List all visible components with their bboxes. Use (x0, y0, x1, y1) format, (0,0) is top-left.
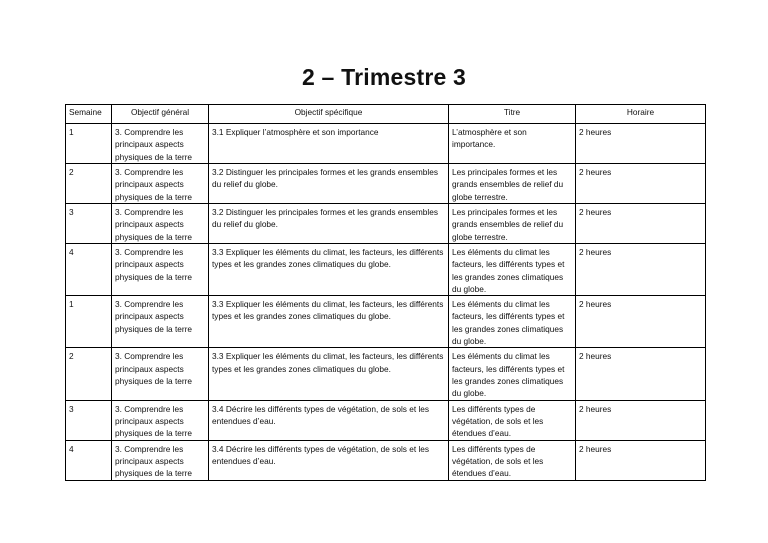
cell-objectif-specifique: 3.3 Expliquer les éléments du climat, les facteurs, les différents types et les grandes zones climatiques du globe. (209, 244, 449, 296)
table-row (66, 400, 706, 440)
page-title: 2 – Trimestre 3 (301, 64, 467, 90)
cell-titre: Les éléments du climat les facteurs, les différents types et les grandes zones climatiques du globe. (449, 296, 576, 348)
cell-semaine: 4 (66, 244, 112, 296)
cell-titre: Les éléments du climat les facteurs, les différents types et les grandes zones climatiques du globe. (449, 348, 576, 400)
cell-objectif-general: 3. Comprendre les principaux aspects physiques de la terre (112, 296, 209, 348)
cell-semaine: 1 (66, 124, 112, 164)
cell-objectif-specifique: 3.2 Distinguer les principales formes et les grands ensembles du relief du globe. (209, 164, 449, 204)
cell-semaine: 3 (66, 204, 112, 244)
table-header (66, 105, 706, 124)
table-row (66, 440, 706, 480)
cell-objectif-general: 3. Comprendre les principaux aspects physiques de la terre (112, 440, 209, 480)
table-row (66, 296, 706, 348)
cell-titre: Les principales formes et les grands ensembles de relief du globe terrestre. (449, 204, 576, 244)
cell-titre: Les différents types de végétation, de sols et les étendues d’eau. (449, 400, 576, 440)
cell-horaire: 2 heures (576, 440, 706, 480)
cell-objectif-specifique: 3.4 Décrire les différents types de végétation, de sols et les entendues d’eau. (209, 440, 449, 480)
cell-horaire: 2 heures (576, 244, 706, 296)
cell-horaire: 2 heures (576, 296, 706, 348)
cell-semaine: 1 (66, 296, 112, 348)
cell-semaine: 2 (66, 348, 112, 400)
table-row (66, 124, 706, 164)
cell-objectif-general: 3. Comprendre les principaux aspects physiques de la terre (112, 348, 209, 400)
cell-titre: L’atmosphère et son importance. (449, 124, 576, 164)
cell-objectif-specifique: 3.2 Distinguer les principales formes et les grands ensembles du relief du globe. (209, 204, 449, 244)
cell-objectif-specifique: 3.3 Expliquer les éléments du climat, les facteurs, les différents types et les grandes zones climatiques du globe. (209, 296, 449, 348)
cell-semaine: 2 (66, 164, 112, 204)
table-row (66, 164, 706, 204)
header-horaire: Horaire (576, 105, 706, 124)
table-row (66, 244, 706, 296)
table-row (66, 204, 706, 244)
cell-objectif-specifique: 3.4 Décrire les différents types de végétation, de sols et les entendues d’eau. (209, 400, 449, 440)
cell-semaine: 4 (66, 440, 112, 480)
header-objectif-general: Objectif général (112, 105, 209, 124)
cell-horaire: 2 heures (576, 164, 706, 204)
header-row (66, 105, 706, 124)
cell-objectif-general: 3. Comprendre les principaux aspects physiques de la terre (112, 244, 209, 296)
table-body (66, 124, 706, 481)
cell-horaire: 2 heures (576, 348, 706, 400)
cell-semaine: 3 (66, 400, 112, 440)
cell-titre: Les différents types de végétation, de sols et les étendues d’eau. (449, 440, 576, 480)
cell-objectif-general: 3. Comprendre les principaux aspects physiques de la terre (112, 400, 209, 440)
cell-objectif-general: 3. Comprendre les principaux aspects physiques de la terre (112, 204, 209, 244)
cell-objectif-specifique: 3.1 Expliquer l’atmosphère et son importance (209, 124, 449, 164)
cell-objectif-general: 3. Comprendre les principaux aspects physiques de la terre (112, 164, 209, 204)
cell-horaire: 2 heures (576, 124, 706, 164)
header-semaine: Semaine (66, 105, 112, 124)
cell-objectif-general: 3. Comprendre les principaux aspects physiques de la terre (112, 124, 209, 164)
schedule-table (65, 104, 706, 481)
header-titre: Titre (449, 105, 576, 124)
cell-horaire: 2 heures (576, 204, 706, 244)
cell-horaire: 2 heures (576, 400, 706, 440)
table-row (66, 348, 706, 400)
cell-titre: Les éléments du climat les facteurs, les différents types et les grandes zones climatiques du globe. (449, 244, 576, 296)
header-objectif-specifique: Objectif spécifique (209, 105, 449, 124)
cell-titre: Les principales formes et les grands ensembles de relief du globe terrestre. (449, 164, 576, 204)
cell-objectif-specifique: 3.3 Expliquer les éléments du climat, les facteurs, les différents types et les grandes zones climatiques du globe. (209, 348, 449, 400)
